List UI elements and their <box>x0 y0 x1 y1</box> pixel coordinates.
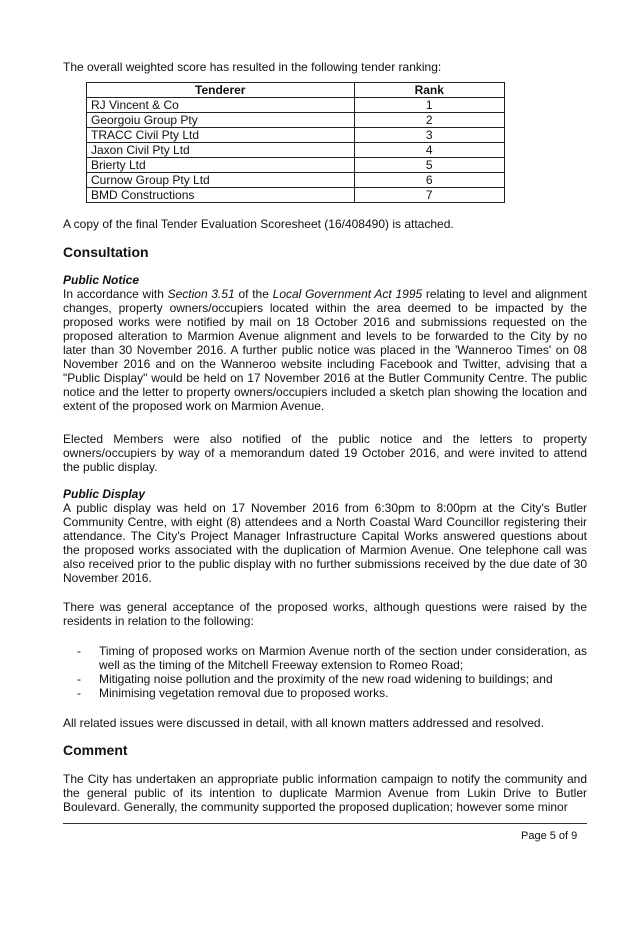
list-item: - Minimising vegetation removal due to proposed works. <box>77 686 389 700</box>
tenderer-cell: TRACC Civil Pty Ltd <box>87 128 355 143</box>
table-row <box>87 143 505 158</box>
header-rank: Rank <box>354 83 504 98</box>
consultation-heading: Consultation <box>63 244 149 260</box>
tenderer-cell: Georgoiu Group Pty <box>87 113 355 128</box>
table-row <box>87 98 505 113</box>
public-display-heading: Public Display <box>63 487 146 501</box>
rank-cell: 3 <box>354 128 504 143</box>
tenderer-cell: Curnow Group Pty Ltd <box>87 173 355 188</box>
public-notice-paragraph-1: In accordance with Section 3.51 of the Local Government Act 1995 relating to level and alignment changes, property owners/occupiers located within the area deemed to be impacted by the proposed works were notified by mail on 18 October 2016 and submissions requested on the proposed alteration to Marmion Avenue alignment and levels to be forwarded to the City by no later than 30 November 2016. A further public notice was placed in the 'Wanneroo Times' on 08 November 2016 and on the Wanneroo website including Facebook and Twitter, advising that a "Public Display" would be held on 17 November 2016 at the Butler Community Centre. The public notice and the letter to property owners/occupiers included a sketch plan showing the location and extent of the proposed work on Marmion Avenue. <box>63 287 587 413</box>
tenderer-cell: Brierty Ltd <box>87 158 355 173</box>
list-item: - Timing of proposed works on Marmion Avenue north of the section under consideration, as well as the timing of the Mitchell Freeway extension to Romeo Road; <box>77 644 587 672</box>
public-display-paragraph-2: There was general acceptance of the proposed works, although questions were raised by the residents in relation to the following: <box>63 600 587 628</box>
tenderer-cell: Jaxon Civil Pty Ltd <box>87 143 355 158</box>
footer-divider <box>63 823 587 824</box>
public-display-paragraph-1: A public display was held on 17 November 2016 from 6:30pm to 8:00pm at the City's Butler Community Centre, with eight (8) attendees and a North Coastal Ward Councillor registering their attendance. The City's Project Manager Infrastructure Capital Works answered questions about the proposed works associated with the duplication of Marmion Avenue. One telephone call was also received prior to the public display with no further submissions received by the due date of 30 November 2016. <box>63 501 587 585</box>
bullet-dash: - <box>77 644 81 658</box>
rank-cell: 2 <box>354 113 504 128</box>
table-row <box>87 158 505 173</box>
table-row <box>87 188 505 203</box>
bullet-dash: - <box>77 672 81 686</box>
tender-ranking-table <box>86 82 505 203</box>
tenderer-cell: BMD Constructions <box>87 188 355 203</box>
public-notice-paragraph-2: Elected Members were also notified of the public notice and the letters to property owners/occupiers by way of a memorandum dated 19 October 2016, and were invited to attend the public display. <box>63 432 587 474</box>
public-notice-heading: Public Notice <box>63 273 140 287</box>
tenderer-cell: RJ Vincent & Co <box>87 98 355 113</box>
rank-cell: 5 <box>354 158 504 173</box>
bullet-dash: - <box>77 686 81 700</box>
rank-cell: 6 <box>354 173 504 188</box>
table-row <box>87 173 505 188</box>
scoresheet-note: A copy of the final Tender Evaluation Scoresheet (16/408490) is attached. <box>63 217 454 231</box>
table-header-row <box>87 83 505 98</box>
comment-heading: Comment <box>63 742 128 758</box>
intro-text: The overall weighted score has resulted in the following tender ranking: <box>63 60 442 74</box>
rank-cell: 1 <box>354 98 504 113</box>
rank-cell: 7 <box>354 188 504 203</box>
table-row <box>87 128 505 143</box>
rank-cell: 4 <box>354 143 504 158</box>
header-tenderer: Tenderer <box>87 83 355 98</box>
comment-paragraph-1: The City has undertaken an appropriate public information campaign to notify the community and the general public of its intention to duplicate Marmion Avenue from Lukin Drive to Butler Boulevard. Generally, the community supported the proposed duplication; however some minor <box>63 772 587 814</box>
table-row <box>87 113 505 128</box>
concerns-list <box>77 644 587 700</box>
page-number: Page 5 of 9 <box>521 830 578 842</box>
list-item: - Mitigating noise pollution and the proximity of the new road widening to buildings; and <box>77 672 553 686</box>
public-display-paragraph-3: All related issues were discussed in detail, with all known matters addressed and resolved. <box>63 716 544 730</box>
